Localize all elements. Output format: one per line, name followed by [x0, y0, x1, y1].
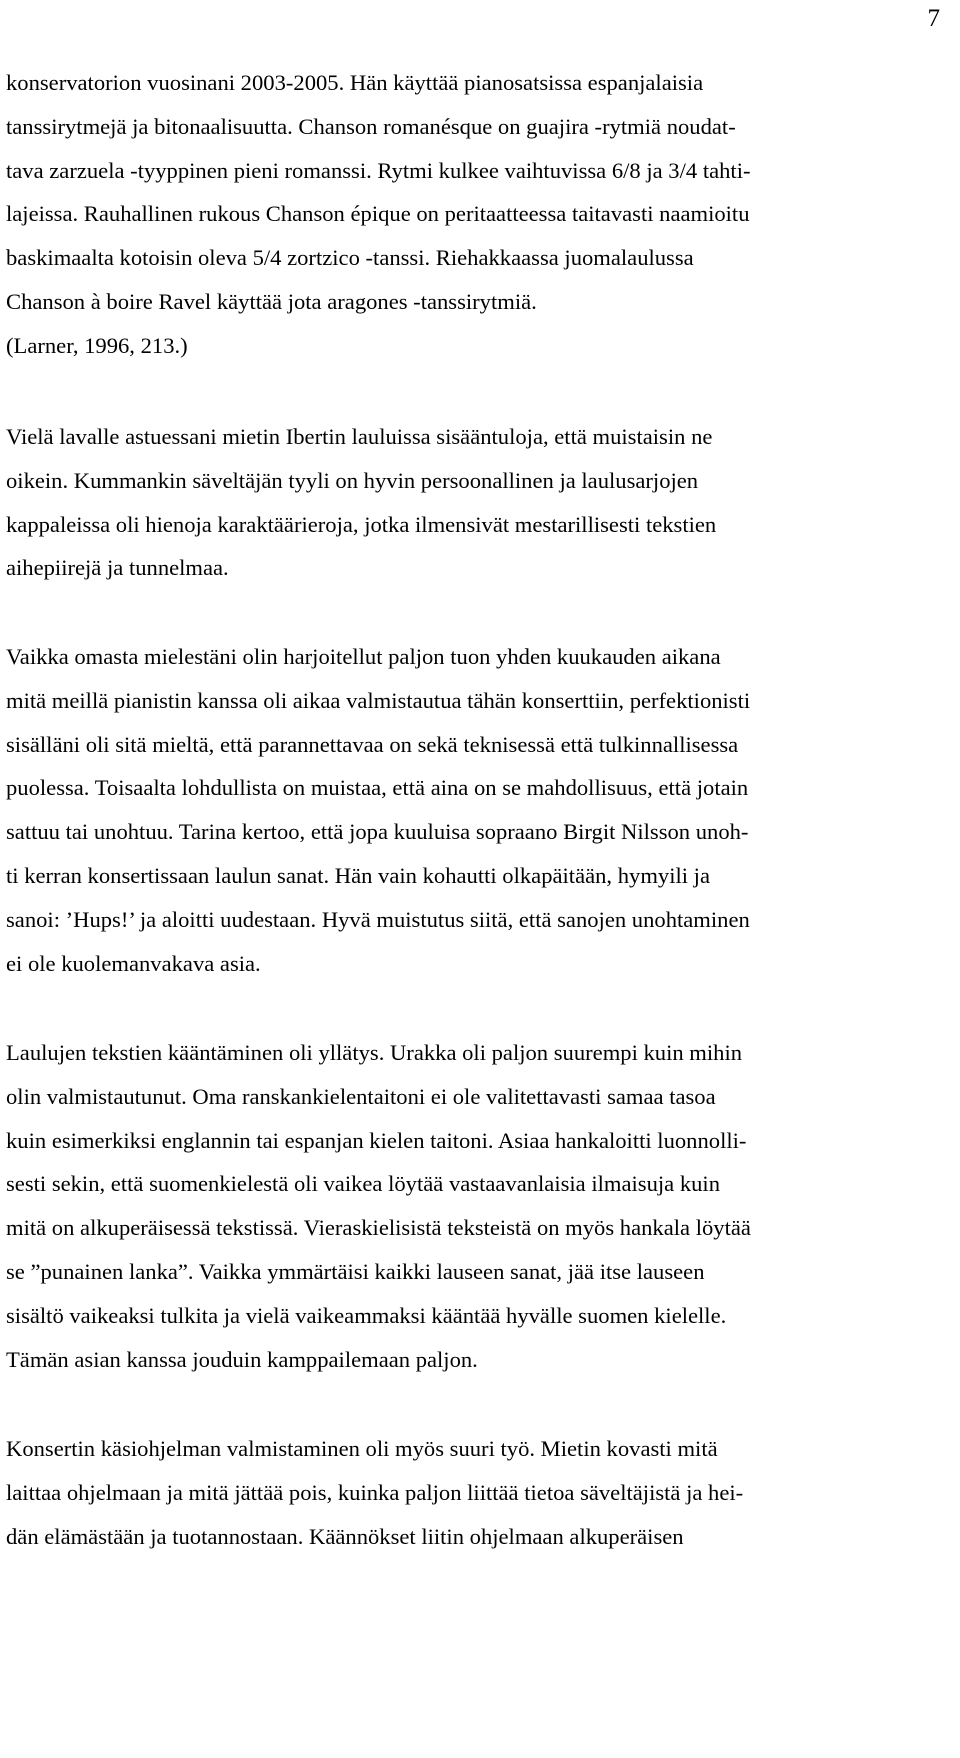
text-line: Vaikka omasta mielestäni olin harjoitellut paljon tuon yhden kuukauden aikana [6, 644, 721, 669]
text-line: ei ole kuolemanvakava asia. [6, 950, 261, 976]
text-line: Konsertin käsiohjelman valmistaminen oli myös suuri työ. Mietin kovasti mitä [6, 1436, 718, 1461]
text-line: sisältö vaikeaksi tulkita ja vielä vaikeammaksi kääntää hyvälle suomen kielelle. [6, 1302, 727, 1328]
text-line: Vielä lavalle astuessani mietin Ibertin lauluissa sisääntuloja, että muistaisin ne [6, 424, 713, 449]
text-line: (Larner, 1996, 213.) [6, 332, 188, 358]
text-line: dän elämästään ja tuotannostaan. Käännökset liitin ohjelmaan alkuperäisen [6, 1523, 684, 1549]
text-line: mitä meillä pianistin kanssa oli aikaa valmistautua tähän konserttiin, perfektionisti [6, 687, 751, 713]
text-line: konservatorion vuosinani 2003-2005. Hän käyttää pianosatsissa espanjalaisia [6, 70, 704, 95]
text-line: kappaleissa oli hienoja karaktäärieroja, jotka ilmensivät mestarillisesti tekstien [6, 511, 717, 537]
text-line: tava zarzuela -tyyppinen pieni romanssi. Rytmi kulkee vaihtuvissa 6/8 ja 3/4 tahti- [6, 157, 751, 183]
text-line: aihepiirejä ja tunnelmaa. [6, 555, 229, 581]
text-line: tanssirytmejä ja bitonaalisuutta. Chanson romanésque on guajira -rytmiä noudat- [6, 113, 736, 139]
text-line: Laulujen tekstien kääntäminen oli yllätys. Urakka oli paljon suurempi kuin mihin [6, 1040, 743, 1065]
text-line: sesti sekin, että suomenkielestä oli vaikea löytää vastaavanlaisia ilmaisuja kuin [6, 1171, 721, 1197]
text-line: se ”punainen lanka”. Vaikka ymmärtäisi kaikki lauseen sanat, jää itse lauseen [6, 1259, 705, 1284]
text-line: olin valmistautunut. Oma ranskankielentaitoni ei ole valitettavasti samaa tasoa [6, 1083, 716, 1109]
text-line: mitä on alkuperäisessä tekstissä. Vieraskielisistä teksteistä on myös hankala löytää [6, 1215, 751, 1241]
text-line: Tämän asian kanssa jouduin kamppailemaan paljon. [6, 1346, 478, 1372]
text-line: ti kerran konsertissaan laulun sanat. Hän vain kohautti olkapäitään, hymyili ja [6, 863, 710, 888]
text-line: puolessa. Toisaalta lohdullista on muistaa, että aina on se mahdollisuus, että jotain [6, 775, 749, 801]
text-line: laittaa ohjelmaan ja mitä jättää pois, kuinka paljon liittää tietoa säveltäjistä ja hei- [6, 1479, 744, 1505]
text-line: sisälläni oli sitä mieltä, että parannettavaa on sekä teknisessä että tulkinnallisessa [6, 731, 739, 757]
text-line: lajeissa. Rauhallinen rukous Chanson épique on peritaatteessa taitavasti naamioitu [6, 201, 750, 227]
text-line: sanoi: ’Hups!’ ja aloitti uudestaan. Hyvä muistutus siitä, että sanojen unohtaminen [6, 906, 750, 932]
text-line: baskimaalta kotoisin oleva 5/4 zortzico -tanssi. Riehakkaassa juomalaulussa [6, 245, 694, 271]
page-number: 7 [927, 5, 940, 32]
text-line: Chanson à boire Ravel käyttää jota aragones -tanssirytmiä. [6, 289, 537, 314]
text-line: oikein. Kummankin säveltäjän tyyli on hyvin persoonallinen ja laulusarjojen [6, 467, 699, 493]
text-line: sattuu tai unohtuu. Tarina kertoo, että jopa kuuluisa sopraano Birgit Nilsson unoh- [6, 819, 749, 845]
text-line: kuin esimerkiksi englannin tai espanjan kielen taitoni. Asiaa hankaloitti luonnolli- [6, 1127, 747, 1153]
